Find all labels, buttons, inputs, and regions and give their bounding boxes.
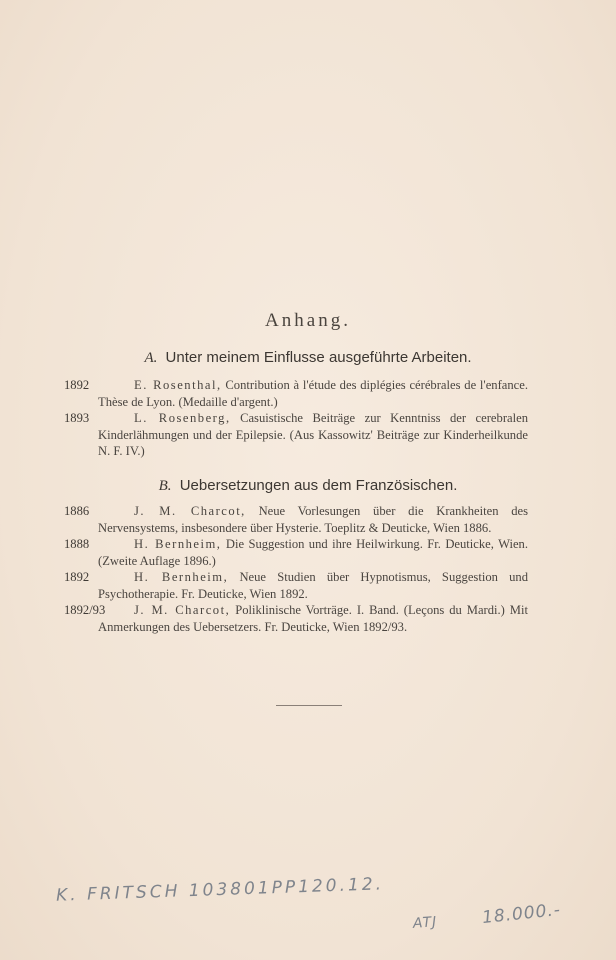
entry-author: E. Rosenthal, [134,378,222,392]
entry-text [98,569,528,602]
entry-author: H. Bernheim, [134,570,229,584]
entry-year: 1893 [64,411,90,425]
entry-year: 1888 [64,537,90,551]
entry-author: L. Rosenberg, [134,411,231,425]
list-item [0,536,616,569]
entry-body: Neue Vorlesungen über die Krankheiten des Nervensystems, insbesondere über Hysterie. Toeplitz & Deuticke, Wien 1886. [98,504,528,535]
list-item [0,503,616,536]
entry-text [98,410,528,460]
list-item [0,410,616,460]
handwritten-initials: ATJ [412,914,438,932]
divider [276,705,342,706]
entry-text [98,602,528,635]
section-b-heading [0,477,616,495]
list-item [0,569,616,602]
page-title: Anhang. [265,310,351,331]
entry-author: J. M. Charcot, [134,504,246,518]
section-b-letter: B. [158,478,172,494]
entry-text [98,377,528,410]
entry-year: 1892/93 [64,603,106,617]
entry-year: 1892 [64,378,90,392]
entry-body: Contribution à l'étude des diplégies cérébrales de l'enfance. Thèse de Lyon. (Medaille d'argent.) [98,378,528,409]
entry-author: H. Bernheim, [134,537,222,551]
entry-body: Casuistische Beiträge zur Kenntniss der cerebralen Kinderlähmungen und der Epilepsie. (Aus Kassowitz' Beiträge zur Kinderheilkunde N. F. IV.) [98,411,528,458]
section-b-title: Uebersetzungen aus dem Französischen. [179,477,458,494]
entry-year: 1892 [64,570,90,584]
section-b-list [0,503,616,635]
list-item [0,377,616,410]
entry-text [98,503,528,536]
section-a-letter: A. [144,350,158,366]
section-a-heading [0,349,616,367]
entry-body: Poliklinische Vorträge. I. Band. (Leçons du Mardi.) Mit Anmerkungen des Uebersetzers. Fr. Deuticke, Wien 1892/93. [98,603,528,634]
handwritten-price: 18.000.- [481,899,562,929]
section-a-list [0,377,616,460]
entry-author: J. M. Charcot, [134,603,231,617]
entry-body: Die Suggestion und ihre Heilwirkung. Fr. Deuticke, Wien. (Zweite Auflage 1896.) [98,537,529,568]
section-a-title: Unter meinem Einflusse ausgeführte Arbeiten. [165,349,472,366]
handwritten-catalog-note: K. FRITSCH 103801PP120.12. [55,874,385,906]
entry-body: Neue Studien über Hypnotismus, Suggestion und Psychotherapie. Fr. Deuticke, Wien 1892. [98,570,528,601]
entry-year: 1886 [64,504,90,518]
entry-text [98,536,528,569]
list-item [0,602,616,635]
